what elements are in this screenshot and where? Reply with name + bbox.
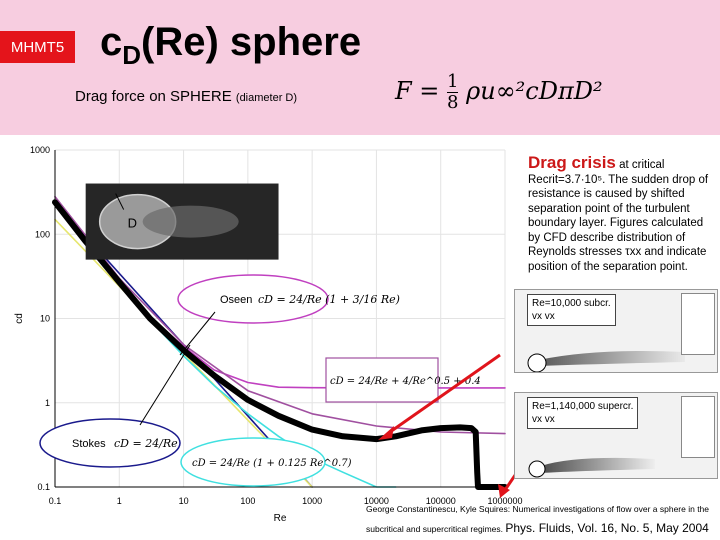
citation-small: George Constantinescu, Kyle Squires: Numerical investigations of flow over a sphere in the subcritical and supercritical regimes.: [366, 504, 710, 534]
empirical2-formula: cD = 24/Re (1 + 0.125 Re^0.7): [192, 458, 352, 469]
x-tick-label: 1: [116, 496, 122, 506]
stokes-arrow: [140, 345, 190, 425]
x-tick-label: 10000: [363, 496, 389, 506]
supercritical-var: vx vx: [532, 414, 555, 425]
y-tick-label: 10: [39, 313, 50, 324]
subcritical-re: Re=10,000 subcr.: [532, 298, 611, 309]
title-c: c: [100, 20, 123, 64]
stokes-formula: cD = 24/Re: [114, 437, 178, 450]
oseen-label: Oseen: [220, 294, 253, 306]
formula-num: 1: [447, 71, 459, 92]
y-tick-label: 1: [44, 397, 50, 408]
subtitle-main: Drag force on SPHERE: [75, 88, 232, 105]
course-badge: MHMT5: [0, 31, 75, 63]
x-tick-label: 100000: [425, 496, 456, 506]
formula-rhs: ρu∞²cDπD²: [466, 77, 603, 105]
y-tick-label: 0.1: [37, 482, 50, 492]
x-tick-label: 0.1: [48, 496, 62, 506]
formula-den: 8: [447, 92, 459, 113]
x-tick-label: 1000: [302, 496, 323, 506]
citation: [366, 500, 718, 539]
drag-crisis-title: Drag crisis: [528, 153, 616, 172]
oseen-formula: cD = 24/Re (1 + 3/16 Re): [258, 293, 400, 306]
x-tick-label: 10: [178, 496, 189, 506]
citation-journal: Phys. Fluids, Vol. 16, No. 5, May 2004: [505, 521, 709, 535]
stokes-label: Stokes: [72, 438, 106, 450]
supercritical-colorbar: [681, 396, 715, 458]
cfd-inset-supercritical: [514, 392, 718, 479]
y-tick-label: 1000: [29, 145, 50, 155]
x-tick-label: 1000000: [487, 496, 523, 506]
cfd-inset-subcritical: [514, 289, 718, 373]
x-axis-label: Re: [273, 513, 287, 524]
y-tick-label: 100: [34, 229, 50, 240]
supercritical-re: Re=1,140,000 supercr.: [532, 401, 634, 412]
title-sub: D: [122, 40, 142, 70]
supercritical-label: [527, 397, 638, 429]
drag-crisis-text: Recrit=3.7·10⁵. The sudden drop of resistance is caused by shifted separation point of the turbulent boundary layer. Figures calculated by CFD describe distribution of Reynolds stresses τxx and indicate position of the separation point.: [528, 173, 709, 273]
subcritical-label: [527, 294, 616, 326]
drag-crisis-title-rest: at critical: [615, 159, 665, 171]
chart-decor: [40, 184, 520, 498]
subcritical-var: vx vx: [532, 311, 555, 322]
diameter-label: D: [127, 215, 138, 231]
title-rest: (Re) sphere: [141, 20, 362, 64]
formula-lhs: F =: [395, 77, 440, 105]
drag-crisis-note: [528, 153, 718, 274]
subcritical-colorbar: [681, 293, 715, 355]
x-tick-label: 100: [240, 496, 256, 506]
y-axis-label: cd: [14, 313, 25, 324]
sphere-wake: [143, 206, 239, 238]
subtitle-small: (diameter D): [235, 92, 298, 104]
empirical1-formula: cD = 24/Re + 4/Re^0.5 + 0.4: [330, 376, 481, 387]
